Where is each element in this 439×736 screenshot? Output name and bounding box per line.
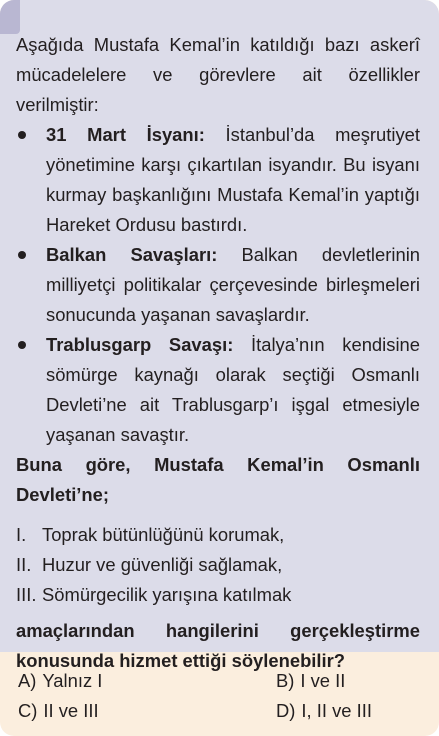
choice-b[interactable] (276, 670, 345, 692)
question-tail: amaçlarından hangilerini gerçekleştirme konusunda hizmet ettiği söylenebilir? (16, 620, 420, 671)
choice-letter: C) (18, 700, 38, 721)
choice-letter: D) (276, 700, 296, 721)
choice-c[interactable] (18, 700, 99, 722)
choice-text: II ve III (43, 700, 99, 721)
intro-text: Aşağıda Mustafa Kemal’in katıldığı bazı askerî mücadelelere ve görevlere ait özellikler verilmiştir: (16, 34, 420, 115)
fact-text: Balkan devletlerinin milliyetçi politikalar çerçevesinde birleşmeleri sonucunda yaşanan savaşlardır. (46, 244, 421, 325)
fact-text: İstanbul’da meşrutiyet yönetimine karşı çıkartılan isyandır. Bu isyanı kurmay başkanlığını Mustafa Kemal’in yaptığı Hareket Ordusu bastırdı. (46, 124, 420, 235)
question-lead: Buna göre, Mustafa Kemal’in Osmanlı Devleti’ne; (16, 454, 420, 505)
statement-text: Huzur ve güvenliği sağlamak, (42, 554, 283, 575)
statement-number: II. (16, 554, 32, 575)
fact-title: Trablusgarp Savaşı: (46, 334, 234, 355)
choice-letter: B) (276, 670, 295, 691)
statement-number: I. (16, 524, 27, 545)
bullet-icon (18, 131, 26, 139)
fact-list (16, 120, 420, 450)
statement-item (16, 550, 420, 580)
question-text (16, 30, 420, 676)
fact-title: Balkan Savaşları: (46, 244, 218, 265)
bullet-icon (18, 341, 26, 349)
fact-item-balkan (16, 240, 420, 330)
choice-letter: A) (18, 670, 37, 691)
statement-number: III. (16, 584, 37, 605)
choice-a[interactable] (18, 670, 102, 692)
statement-item (16, 580, 420, 610)
choice-d[interactable] (276, 700, 372, 722)
answer-choices (0, 652, 439, 736)
choice-text: I, II ve III (301, 700, 372, 721)
fact-title: 31 Mart İsyanı: (46, 124, 205, 145)
statement-text: Toprak bütünlüğünü korumak, (42, 524, 285, 545)
fact-text: İtalya’nın kendisine sömürge kaynağı olarak seçtiği Osmanlı Devleti’ne ait Trablusgarp’ı işgal etmesiyle yaşanan savaştır. (46, 334, 420, 445)
statement-list (16, 520, 420, 610)
fact-item-trablusgarp (16, 330, 420, 450)
choice-text: Yalnız I (42, 670, 103, 691)
statement-item (16, 520, 420, 550)
fact-item-31-mart (16, 120, 420, 240)
bullet-icon (18, 251, 26, 259)
choice-text: I ve II (300, 670, 346, 691)
corner-tab (0, 0, 20, 34)
statement-text: Sömürgecilik yarışına katılmak (42, 584, 292, 605)
